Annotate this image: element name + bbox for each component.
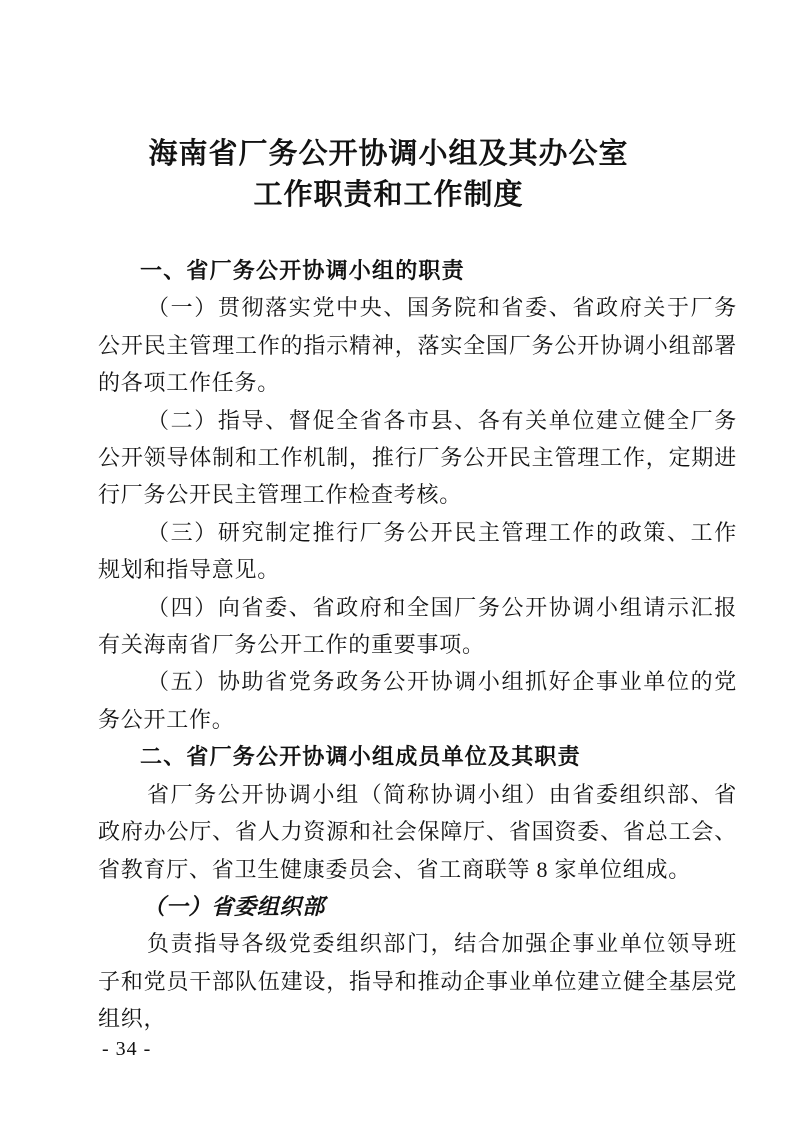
section-1-clause-2: （二）指导、督促全省各市县、各有关单位建立健全厂务公开领导体制和工作机制，推行厂务公开民主管理工作，定期进行厂务公开民主管理工作检查考核。	[98, 407, 737, 508]
section-2-sub-heading-1: （一）省委组织部	[143, 893, 326, 919]
section-2-intro-paragraph: 省厂务公开协调小组（简称协调小组）由省委组织部、省政府办公厅、省人力资源和社会保障厅、省国资委、省总工会、省教育厅、省卫生健康委员会、省工商联等 8 家单位组成。	[98, 781, 737, 882]
page-number: - 34 -	[102, 1038, 152, 1060]
document-body	[0, 252, 793, 1038]
document-title-line1: 海南省厂务公开协调小组及其办公室	[148, 138, 629, 170]
section-1-heading: 一、省厂务公开协调小组的职责	[140, 258, 465, 283]
section-1-clause-1: （一）贯彻落实党中央、国务院和省委、省政府关于厂务公开民主管理工作的指示精神，落实全国厂务公开协调小组部署的各项工作任务。	[98, 295, 737, 396]
document-title-line2: 工作职责和工作制度	[253, 179, 524, 211]
section-1-clause-3: （三）研究制定推行厂务公开民主管理工作的政策、工作规划和指导意见。	[98, 519, 737, 583]
section-2-sub-1-paragraph: 负责指导各级党委组织部门，结合加强企事业单位领导班子和党员干部队伍建设，指导和推动企事业单位建立健全基层党组织，	[98, 931, 737, 1032]
document-title	[70, 134, 707, 216]
section-2-heading: 二、省厂务公开协调小组成员单位及其职责	[140, 744, 581, 770]
section-1-clause-5: （五）协助省党务政务公开协调小组抓好企事业单位的党务公开工作。	[98, 669, 737, 732]
section-1-clause-4: （四）向省委、省政府和全国厂务公开协调小组请示汇报有关海南省厂务公开工作的重要事项。	[98, 594, 737, 658]
